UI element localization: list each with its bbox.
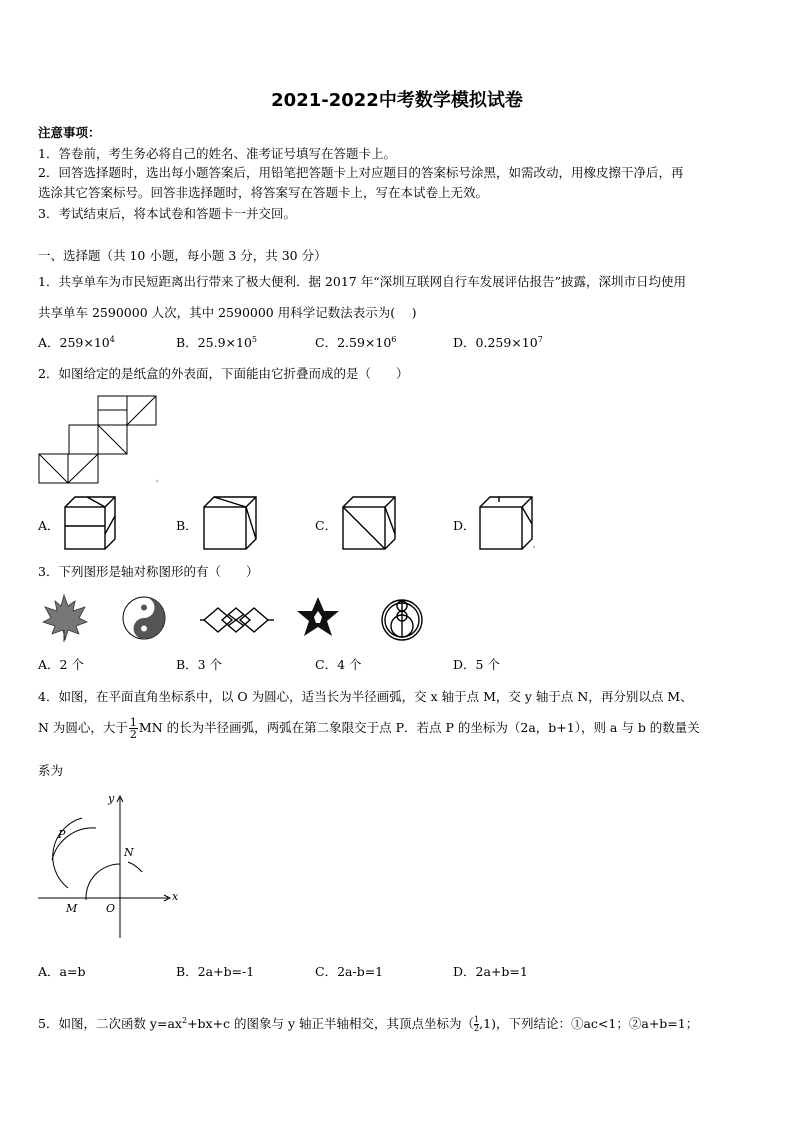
q2-option-c-cube[interactable]: [340, 494, 398, 552]
q3-option-d[interactable]: D．5 个: [453, 657, 500, 672]
q4-stem-cont: N 为圆心，大于 $\frac{1}{2}$ MN 的长为半径画弧，两弧在第二象限交于点 P．若点 P 的坐标为（2a，b+1），则 a 与 b 的数量关: [38, 716, 700, 741]
q4-stem-end: 系为: [38, 763, 64, 778]
q1-option-b[interactable]: B．$25.9\times 10^5$: [176, 334, 257, 350]
q1-option-c[interactable]: C．$2.59\times 10^6$: [315, 334, 397, 350]
notice-item: 1．答卷前，考生务必将自己的姓名、准考证号填写在答题卡上。: [38, 146, 396, 161]
notice-item: 2．回答选择题时，选出每小题答案后，用铅笔把答题卡上对应题目的答案标号涂黑，如需改动，用橡皮擦干净后，再: [38, 165, 684, 180]
chinese-knot-figure[interactable]: [198, 600, 276, 640]
q4-option-c[interactable]: C．2a-b=1: [315, 964, 384, 979]
section-heading: 一、选择题（共 10 小题，每小题 3 分，共 30 分）: [38, 248, 327, 263]
q2-net-figure: [38, 395, 160, 487]
svg-text:‹: ‹: [533, 544, 536, 551]
q2-option-a-label[interactable]: A．: [38, 518, 60, 533]
q5-stem: 5．如图，二次函数 $y=ax^2+bx+c$ 的图象与 y 轴正半轴相交，其顶点坐标为（ $\frac{1}{2},1$)，下列结论：①ac<1；②a+b=1；: [38, 1015, 699, 1033]
svg-text:O: O: [106, 902, 116, 915]
q4-option-a[interactable]: A．a=b: [38, 964, 86, 979]
q1-option-d[interactable]: D．$0.259\times 10^7$: [453, 334, 543, 350]
notice-item: 3．考试结束后，将本试卷和答题卡一并交回。: [38, 206, 296, 221]
q3-option-a[interactable]: A．2 个: [38, 657, 84, 672]
q2-option-c-label[interactable]: C．: [315, 518, 338, 533]
q3-stem: 3．下列图形是轴对称图形的有（ ）: [38, 564, 259, 579]
q5-fraction: $\frac{1}{2}$: [474, 1015, 480, 1033]
coordinate-figure: [36, 788, 186, 943]
svg-text:P: P: [58, 828, 66, 841]
q4-option-b[interactable]: B．2a+b=-1: [176, 964, 255, 979]
q2-option-b-cube[interactable]: [201, 494, 259, 552]
q2-option-a-cube[interactable]: [62, 494, 118, 552]
svg-text:‹: ‹: [156, 478, 159, 485]
yin-yang-figure[interactable]: [118, 592, 170, 644]
notice-heading: 注意事项：: [38, 125, 101, 140]
page-title: 2021-2022中考数学模拟试卷: [271, 90, 523, 111]
q1-stem-cont: 共享单车 2590000 人次，其中 2590000 用科学记数法表示为( ): [38, 305, 417, 320]
svg-text:N: N: [124, 846, 134, 859]
q2-option-b-label[interactable]: B．: [176, 518, 198, 533]
svg-text:y: y: [108, 792, 115, 805]
q3-option-c[interactable]: C．4 个: [315, 657, 362, 672]
pentagram-flower-figure[interactable]: [294, 594, 342, 642]
q3-option-b[interactable]: B．3 个: [176, 657, 223, 672]
one-half-fraction: $\frac{1}{2}$: [129, 716, 137, 741]
svg-text:M: M: [66, 902, 78, 915]
q4-option-d[interactable]: D．2a+b=1: [453, 964, 528, 979]
q2-option-d-label[interactable]: D．: [453, 518, 476, 533]
q1-stem: 1．共享单车为市民短距离出行带来了极大便利．据 2017 年“深圳互联网自行车发展评估报告”披露，深圳市日均使用: [38, 274, 686, 289]
notice-item: 选涂其它答案标号。回答非选择题时，将答案写在答题卡上，写在本试卷上无效。: [38, 185, 489, 200]
q2-stem: 2．如图给定的是纸盒的外表面，下面能由它折叠而成的是（ ）: [38, 366, 409, 381]
concentric-circles-figure[interactable]: [378, 592, 426, 644]
maple-leaf-figure[interactable]: [38, 592, 90, 644]
q4-stem: 4．如图，在平面直角坐标系中，以 O 为圆心，适当长为半径画弧，交 x 轴于点 M，交 y 轴于点 N，再分别以点 M、: [38, 689, 693, 704]
q2-option-d-cube[interactable]: [477, 494, 539, 552]
svg-text:x: x: [172, 890, 179, 903]
q1-option-a[interactable]: A．$259\times 10^4$: [38, 334, 115, 350]
